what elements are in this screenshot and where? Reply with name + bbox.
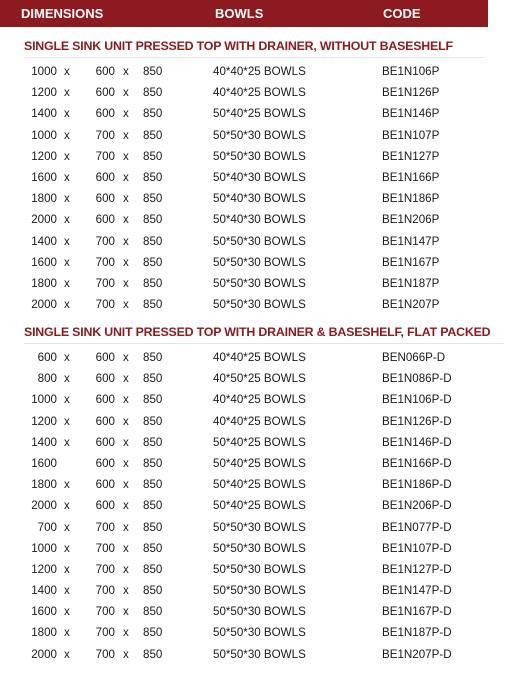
- dimension-height: 850: [143, 86, 163, 100]
- dimension-height: 850: [143, 298, 163, 312]
- product-code: BE1N186P-D: [382, 478, 452, 492]
- table-row: [0, 274, 522, 295]
- bowls-size: 50*40*30 BOWLS: [213, 213, 306, 227]
- table-row: [0, 369, 522, 390]
- dimension-width: 600: [95, 499, 115, 513]
- times-sign: x: [64, 372, 70, 386]
- times-sign: x: [64, 351, 70, 364]
- table-row: [0, 518, 522, 539]
- dimension-length: 1800: [31, 276, 57, 290]
- table-row: [0, 623, 522, 644]
- bowls-size: 40*50*25 BOWLS: [213, 372, 306, 386]
- times-sign: x: [123, 626, 129, 640]
- dimension-width: 600: [95, 456, 115, 470]
- dimension-height: 850: [143, 170, 163, 184]
- product-code: BE1N166P: [382, 170, 440, 184]
- table-row: [0, 496, 522, 517]
- times-sign: x: [123, 234, 129, 248]
- times-sign: x: [123, 605, 129, 619]
- dimension-length: 1200: [31, 414, 57, 428]
- times-sign: x: [64, 520, 70, 534]
- times-sign: x: [123, 86, 129, 100]
- product-code: BE1N187P-D: [382, 626, 452, 640]
- table-row: [0, 83, 522, 104]
- table-row: [0, 232, 522, 253]
- dimension-height: 850: [143, 562, 163, 576]
- times-sign: x: [64, 584, 70, 598]
- dimension-width: 700: [95, 584, 115, 598]
- dimension-width: 600: [95, 478, 115, 492]
- dimension-width: 600: [95, 393, 115, 407]
- dimension-width: 600: [95, 435, 115, 449]
- times-sign: x: [64, 626, 70, 640]
- table-row: [0, 168, 522, 189]
- product-code: BE1N206P: [382, 213, 440, 227]
- product-code: BE1N147P: [382, 234, 440, 248]
- dimension-height: 850: [143, 626, 163, 640]
- times-sign: x: [123, 499, 129, 513]
- product-code: BE1N106P: [382, 65, 440, 78]
- table-row: [0, 539, 522, 560]
- dimension-length: 2000: [31, 213, 57, 227]
- dimension-width: 700: [95, 541, 115, 555]
- times-sign: x: [123, 298, 129, 312]
- table-row: [0, 348, 522, 369]
- dimension-width: 600: [95, 372, 115, 386]
- times-sign: x: [64, 107, 70, 121]
- times-sign: x: [64, 276, 70, 290]
- times-sign: x: [64, 414, 70, 428]
- bowls-size: 50*50*30 BOWLS: [213, 276, 306, 290]
- product-code: BE1N077P-D: [382, 520, 452, 534]
- bowls-size: 50*40*30 BOWLS: [213, 192, 306, 206]
- times-sign: x: [123, 149, 129, 163]
- bowls-size: 50*40*25 BOWLS: [213, 499, 306, 513]
- table-row: [0, 454, 522, 475]
- dimension-width: 600: [95, 192, 115, 206]
- times-sign: x: [123, 414, 129, 428]
- bowls-size: 40*40*25 BOWLS: [213, 86, 306, 100]
- product-code: BE1N207P: [382, 298, 440, 312]
- table-row: [0, 147, 522, 168]
- times-sign: x: [123, 647, 129, 661]
- dimension-width: 700: [95, 234, 115, 248]
- dimension-height: 850: [143, 478, 163, 492]
- times-sign: x: [123, 393, 129, 407]
- times-sign: x: [64, 234, 70, 248]
- dimension-length: 1400: [31, 435, 57, 449]
- times-sign: x: [64, 478, 70, 492]
- times-sign: x: [123, 478, 129, 492]
- bowls-size: 50*40*25 BOWLS: [213, 107, 306, 121]
- dimension-length: 1600: [31, 456, 57, 470]
- times-sign: x: [64, 255, 70, 269]
- bowls-size: 50*50*30 BOWLS: [213, 234, 306, 248]
- dimension-width: 600: [95, 213, 115, 227]
- product-code: BE1N107P-D: [382, 541, 452, 555]
- dimension-length: 1600: [31, 605, 57, 619]
- table-row: [0, 390, 522, 411]
- dimension-length: 2000: [31, 298, 57, 312]
- bowls-size: 50*50*30 BOWLS: [213, 626, 306, 640]
- bowls-size: 40*40*25 BOWLS: [213, 65, 306, 78]
- dimension-height: 850: [143, 234, 163, 248]
- dimension-width: 700: [95, 128, 115, 142]
- dimension-height: 850: [143, 435, 163, 449]
- dimension-length: 1600: [31, 170, 57, 184]
- table-row: [0, 295, 522, 316]
- dimension-length: 1200: [31, 562, 57, 576]
- dimension-width: 700: [95, 520, 115, 534]
- times-sign: x: [123, 192, 129, 206]
- dimension-height: 850: [143, 414, 163, 428]
- dimension-width: 700: [95, 276, 115, 290]
- times-sign: x: [123, 435, 129, 449]
- dimension-length: 1200: [31, 86, 57, 100]
- times-sign: x: [64, 213, 70, 227]
- times-sign: x: [123, 541, 129, 555]
- times-sign: x: [64, 86, 70, 100]
- product-code: BE1N107P: [382, 128, 440, 142]
- table-row: [0, 433, 522, 454]
- times-sign: x: [123, 255, 129, 269]
- times-sign: x: [123, 107, 129, 121]
- dimension-length: 1200: [31, 149, 57, 163]
- dimension-height: 850: [143, 149, 163, 163]
- dimension-length: 2000: [31, 647, 57, 661]
- dimension-width: 700: [95, 626, 115, 640]
- dimension-width: 600: [95, 86, 115, 100]
- bowls-size: 50*50*30 BOWLS: [213, 128, 306, 142]
- dimension-width: 700: [95, 298, 115, 312]
- bowls-size: 50*40*25 BOWLS: [213, 435, 306, 449]
- times-sign: x: [123, 372, 129, 386]
- times-sign: x: [123, 65, 129, 78]
- times-sign: x: [64, 298, 70, 312]
- times-sign: x: [123, 276, 129, 290]
- product-code: BE1N147P-D: [382, 584, 452, 598]
- dimension-length: 1800: [31, 478, 57, 492]
- dimension-width: 700: [95, 562, 115, 576]
- dimension-width: 600: [95, 414, 115, 428]
- header-dimensions: DIMENSIONS: [21, 6, 104, 21]
- dimension-length: 1000: [31, 128, 57, 142]
- dimension-length: 1000: [31, 393, 57, 407]
- bowls-size: 50*40*25 BOWLS: [213, 456, 306, 470]
- table-row: [0, 104, 522, 125]
- product-code: BE1N127P: [382, 149, 440, 163]
- bowls-size: 50*50*30 BOWLS: [213, 562, 306, 576]
- dimension-length: 800: [37, 372, 57, 386]
- times-sign: x: [64, 541, 70, 555]
- times-sign: x: [64, 170, 70, 184]
- table-row: [0, 253, 522, 274]
- section-title-flat-packed: SINGLE SINK UNIT PRESSED TOP WITH DRAINER & BASESHELF, FLAT PACKED: [24, 325, 491, 339]
- dimension-height: 850: [143, 255, 163, 269]
- dimension-width: 700: [95, 149, 115, 163]
- times-sign: x: [64, 499, 70, 513]
- dimension-length: 1800: [31, 626, 57, 640]
- times-sign: x: [64, 435, 70, 449]
- times-sign: x: [64, 65, 70, 78]
- dimension-length: 1800: [31, 192, 57, 206]
- times-sign: x: [123, 562, 129, 576]
- product-code: BE1N126P-D: [382, 414, 452, 428]
- dimension-width: 600: [95, 107, 115, 121]
- product-code: BE1N146P-D: [382, 435, 452, 449]
- dimension-width: 600: [95, 351, 115, 364]
- dimension-width: 600: [95, 65, 115, 78]
- bowls-size: 50*50*30 BOWLS: [213, 298, 306, 312]
- table-row: [0, 126, 522, 147]
- section-divider: [24, 57, 484, 58]
- product-code: BE1N167P-D: [382, 605, 452, 619]
- header-bowls: BOWLS: [215, 6, 264, 21]
- bowls-size: 40*40*25 BOWLS: [213, 351, 306, 364]
- dimension-height: 850: [143, 213, 163, 227]
- table-header-bar: [0, 0, 488, 27]
- dimension-height: 850: [143, 605, 163, 619]
- dimension-height: 850: [143, 372, 163, 386]
- rows-without-baseshelf: [0, 62, 522, 316]
- section-title-without-baseshelf: SINGLE SINK UNIT PRESSED TOP WITH DRAINER, WITHOUT BASESHELF: [24, 39, 453, 53]
- dimension-height: 850: [143, 107, 163, 121]
- dimension-height: 850: [143, 276, 163, 290]
- product-code: BEN066P-D: [382, 351, 446, 364]
- bowls-size: 50*50*30 BOWLS: [213, 584, 306, 598]
- bowls-size: 50*40*25 BOWLS: [213, 478, 306, 492]
- dimension-height: 850: [143, 393, 163, 407]
- dimension-height: 850: [143, 499, 163, 513]
- dimension-height: 850: [143, 647, 163, 661]
- rows-flat-packed: [0, 348, 522, 666]
- dimension-height: 850: [143, 584, 163, 598]
- section-divider: [24, 343, 504, 344]
- times-sign: x: [123, 128, 129, 142]
- times-sign: x: [64, 149, 70, 163]
- table-row: [0, 560, 522, 581]
- product-code: BE1N106P-D: [382, 393, 452, 407]
- table-row: [0, 62, 522, 83]
- table-row: [0, 645, 522, 666]
- dimension-height: 850: [143, 128, 163, 142]
- dimension-length: 1000: [31, 541, 57, 555]
- dimension-length: 1000: [31, 65, 57, 78]
- table-row: [0, 210, 522, 231]
- product-code: BE1N146P: [382, 107, 440, 121]
- dimension-width: 700: [95, 605, 115, 619]
- dimension-length: 2000: [31, 499, 57, 513]
- times-sign: x: [64, 128, 70, 142]
- dimension-width: 700: [95, 255, 115, 269]
- dimension-length: 1400: [31, 234, 57, 248]
- product-code: BE1N127P-D: [382, 562, 452, 576]
- product-code: BE1N206P-D: [382, 499, 452, 513]
- product-code: BE1N207P-D: [382, 647, 452, 661]
- product-code: BE1N187P: [382, 276, 440, 290]
- times-sign: x: [64, 192, 70, 206]
- times-sign: x: [123, 584, 129, 598]
- product-code: BE1N186P: [382, 192, 440, 206]
- bowls-size: 50*40*30 BOWLS: [213, 170, 306, 184]
- table-row: [0, 602, 522, 623]
- table-row: [0, 581, 522, 602]
- bowls-size: 40*40*25 BOWLS: [213, 414, 306, 428]
- dimension-height: 850: [143, 456, 163, 470]
- times-sign: x: [123, 213, 129, 227]
- times-sign: x: [123, 351, 129, 364]
- times-sign: x: [123, 520, 129, 534]
- product-code: BE1N167P: [382, 255, 440, 269]
- bowls-size: 50*50*30 BOWLS: [213, 541, 306, 555]
- dimension-height: 850: [143, 192, 163, 206]
- times-sign: x: [64, 562, 70, 576]
- dimension-length: 1600: [31, 255, 57, 269]
- times-sign: x: [64, 605, 70, 619]
- dimension-length: 1400: [31, 107, 57, 121]
- bowls-size: 50*50*30 BOWLS: [213, 149, 306, 163]
- table-row: [0, 189, 522, 210]
- times-sign: x: [64, 647, 70, 661]
- dimension-width: 700: [95, 647, 115, 661]
- bowls-size: 40*40*25 BOWLS: [213, 393, 306, 407]
- dimension-length: 1400: [31, 584, 57, 598]
- product-code: BE1N086P-D: [382, 372, 452, 386]
- dimension-height: 850: [143, 351, 163, 364]
- product-code: BE1N126P: [382, 86, 440, 100]
- bowls-size: 50*50*30 BOWLS: [213, 255, 306, 269]
- table-row: [0, 475, 522, 496]
- bowls-size: 50*50*30 BOWLS: [213, 520, 306, 534]
- bowls-size: 50*50*30 BOWLS: [213, 647, 306, 661]
- times-sign: x: [64, 393, 70, 407]
- dimension-height: 850: [143, 520, 163, 534]
- dimension-length: 700: [37, 520, 57, 534]
- dimension-width: 600: [95, 170, 115, 184]
- dimension-height: 850: [143, 541, 163, 555]
- header-code: CODE: [383, 6, 421, 21]
- product-code: BE1N166P-D: [382, 456, 452, 470]
- bowls-size: 50*50*30 BOWLS: [213, 605, 306, 619]
- times-sign: x: [123, 456, 129, 470]
- table-row: [0, 412, 522, 433]
- times-sign: x: [123, 170, 129, 184]
- dimension-height: 850: [143, 65, 163, 78]
- dimension-length: 600: [37, 351, 57, 364]
